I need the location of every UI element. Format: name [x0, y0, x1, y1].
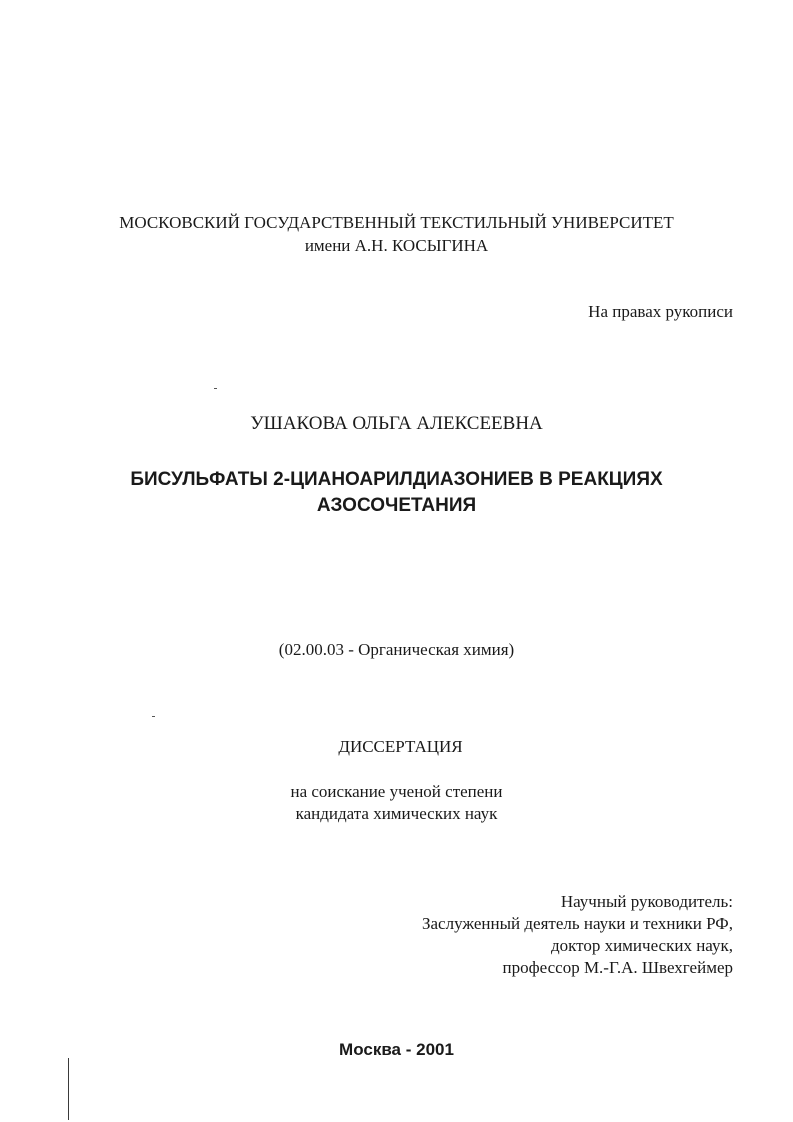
author-name: УШАКОВА ОЛЬГА АЛЕКСЕЕВНА	[250, 413, 543, 434]
supervisor-heading: Научный руководитель:	[560, 892, 733, 911]
specialty-code: (02.00.03 - Органическая химия)	[278, 640, 515, 659]
scan-speck	[214, 388, 217, 389]
scan-edge-mark	[68, 1058, 69, 1120]
manuscript-rights: На правах рукописи	[588, 302, 733, 321]
supervisor-name: профессор М.-Г.А. Швехгеймер	[502, 958, 733, 977]
university-name: МОСКОВСКИЙ ГОСУДАРСТВЕННЫЙ ТЕКСТИЛЬНЫЙ УНИВЕРСИТЕТ	[119, 213, 674, 232]
dissertation-title-line2: АЗОСОЧЕТАНИЯ	[316, 495, 477, 516]
supervisor-degree: доктор химических наук,	[550, 936, 733, 955]
city-year: Москва - 2001	[339, 1040, 454, 1059]
document-type: ДИССЕРТАЦИЯ	[338, 737, 463, 756]
degree-line1: на соискание ученой степени	[290, 782, 503, 801]
scan-speck	[152, 716, 155, 717]
university-honorific: имени А.Н. КОСЫГИНА	[304, 236, 489, 255]
degree-line2: кандидата химических наук	[295, 804, 498, 823]
supervisor-title: Заслуженный деятель науки и техники РФ,	[421, 914, 733, 933]
dissertation-title-line1: БИСУЛЬФАТЫ 2-ЦИАНОАРИЛДИАЗОНИЕВ В РЕАКЦИЯХ	[130, 469, 663, 490]
